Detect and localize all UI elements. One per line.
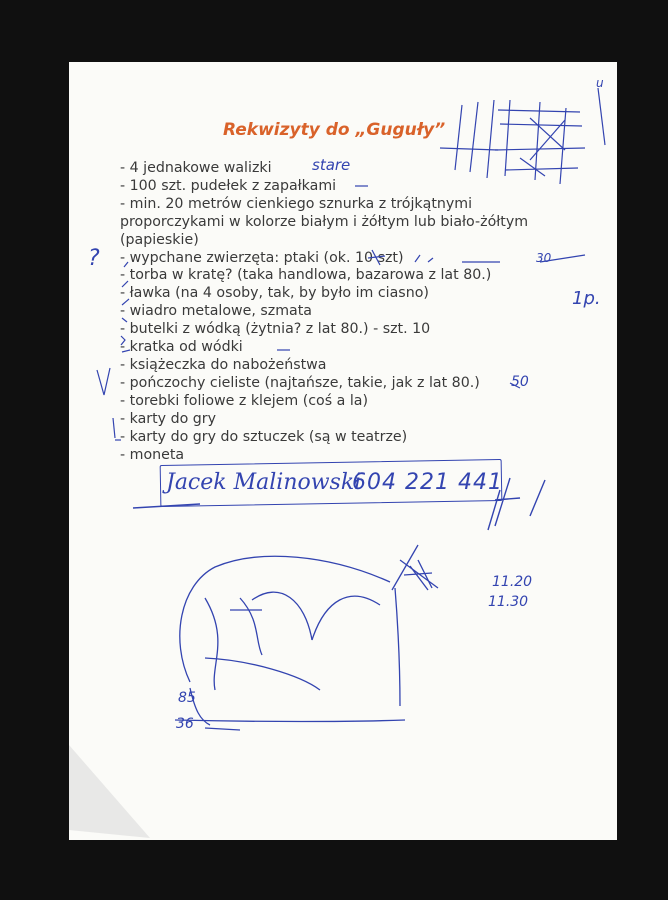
list-item: - 100 szt. pudełek z zapałkami (120, 177, 337, 194)
document-title: Rekwizyty do „Guguły” (223, 120, 446, 140)
note-question: ? (88, 246, 100, 271)
note-36: 36 (176, 716, 194, 732)
slash-marks (133, 478, 545, 530)
list-item: - torba w kratę? (taka handlowa, bazarowa z lat 80.) (120, 267, 492, 284)
note-corner-u: u (596, 76, 604, 90)
list-item: - karty do gry do sztuczek (są w teatrze) (120, 428, 408, 445)
note-1p: 1p. (572, 288, 601, 309)
list-item: - moneta (120, 446, 185, 463)
list-item: - torebki foliowe z klejem (coś a la) (120, 392, 369, 409)
list-item: - ławka (na 4 osoby, tak, by było im ciasno) (120, 285, 429, 302)
list-item: - kratka od wódki (120, 339, 243, 356)
list-item: - karty do gry (120, 410, 217, 427)
arch-sketch (175, 545, 438, 730)
grid-sketch (440, 88, 605, 184)
note-time-2: 11.30 (488, 594, 529, 610)
list-item: - 4 jednakowe walizki (120, 160, 272, 176)
list-item: - książeczka do nabożeństwa (120, 356, 327, 373)
list-item: - min. 20 metrów cienkiego sznurka z trójkątnymi proporczykami w kolorze białym i żółtym lub biało-żółtym (papieskie) (120, 195, 529, 248)
list-item: - wypchane zwierzęta: ptaki (ok. 10 szt) (120, 249, 404, 266)
note-time-1: 11.20 (492, 574, 533, 590)
list-item: - pończochy cieliste (najtańsze, takie, jak z lat 80.) (120, 374, 480, 391)
folded-corner (69, 745, 150, 838)
note-85: 85 (178, 690, 196, 706)
list-marks (97, 186, 585, 440)
list-item: - butelki z wódką (żytnia? z lat 80.) - szt. 10 (120, 321, 431, 338)
phone-number: 604 221 441 (352, 470, 503, 495)
note-50: 50 (511, 374, 529, 390)
list-item: - wiadro metalowe, szmata (120, 303, 312, 320)
note-30: 30 (536, 251, 552, 265)
note-stare: stare (312, 156, 351, 174)
signature: Jacek Malinowski (166, 470, 362, 495)
